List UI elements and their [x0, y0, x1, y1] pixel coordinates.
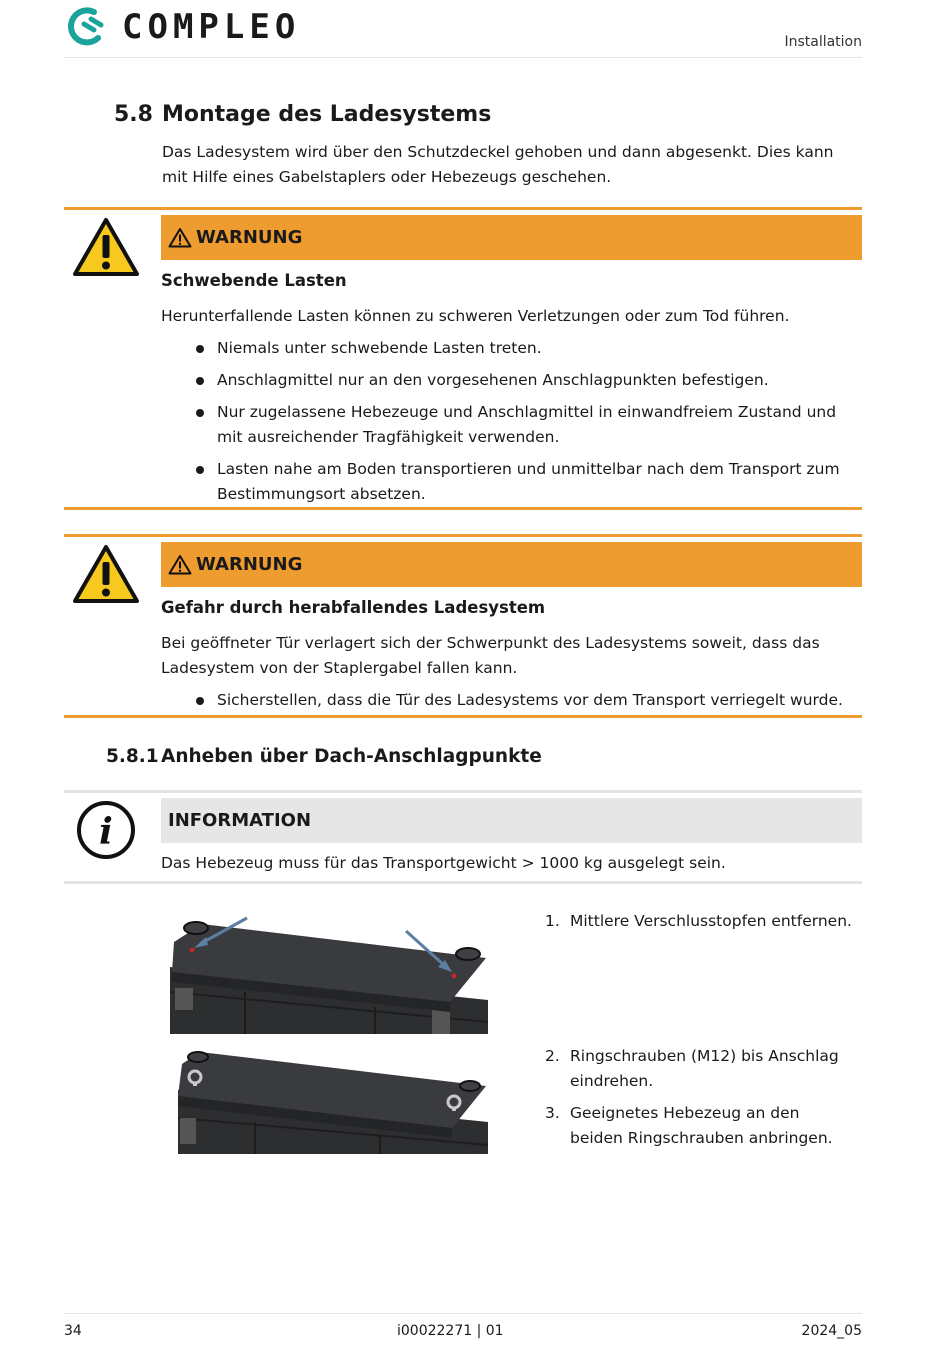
subsection-number: 5.8.1 [106, 746, 159, 767]
list-item [545, 909, 855, 934]
list-item: Nur zugelassene Hebezeuge und Anschlagmittel in einwandfreiem Zustand und mit ausreichender Tragfähigkeit verwenden. [196, 400, 846, 450]
figure-remove-plugs [170, 912, 488, 1034]
subsection-heading [106, 746, 542, 767]
section-heading [114, 102, 491, 127]
warning-list-2 [196, 688, 846, 720]
information-text: Das Hebezeug muss für das Transportgewicht > 1000 kg ausgelegt sein. [161, 854, 726, 872]
steps-list-2 [545, 1044, 855, 1158]
list-item: Sicherstellen, dass die Tür des Ladesystems vor dem Transport verriegelt wurde. [196, 688, 846, 713]
header-section-label: Installation [784, 34, 862, 50]
warning-label-2: WARNUNG [196, 554, 303, 575]
warning-title-2: Gefahr durch herabfallendes Ladesystem [161, 598, 546, 617]
warning-list-1 [196, 336, 846, 514]
svg-text:i: i [99, 811, 113, 853]
warning-small-icon [168, 227, 192, 248]
step-text: Ringschrauben (M12) bis Anschlag eindrehen. [570, 1047, 839, 1090]
section-intro: Das Ladesystem wird über den Schutzdeckel gehoben und dann abgesenkt. Dies kann mit Hilfe eines Gabelstaplers oder Hebezeugs geschehen. [162, 143, 834, 186]
warning-text-1: Herunterfallende Lasten können zu schweren Verletzungen oder zum Tod führen. [161, 307, 790, 325]
list-item [545, 1044, 855, 1094]
step-number: 1. [545, 912, 560, 930]
warning-triangle-icon [72, 217, 140, 277]
page-header [64, 0, 862, 58]
subsection-title: Anheben über Dach-Anschlagpunkte [161, 746, 542, 767]
page-footer [64, 1313, 862, 1339]
list-item: Lasten nahe am Boden transportieren und unmittelbar nach dem Transport zum Bestimmungsort absetzen. [196, 457, 846, 507]
warning-bar-1 [161, 215, 862, 260]
document-id: i00022271 | 01 [397, 1323, 504, 1339]
steps-list-1 [545, 909, 855, 941]
list-item: Niemals unter schwebende Lasten treten. [196, 336, 846, 361]
step-text: Geeignetes Hebezeug an den beiden Ringschrauben anbringen. [570, 1104, 833, 1147]
page-number: 34 [64, 1323, 82, 1339]
warning-block-1 [64, 207, 862, 510]
step-number: 2. [545, 1047, 560, 1065]
list-item [545, 1101, 855, 1151]
compleo-logo [64, 4, 300, 50]
information-label: INFORMATION [168, 810, 312, 831]
step-text: Mittlere Verschlusstopfen entfernen. [570, 912, 852, 930]
warning-title-1: Schwebende Lasten [161, 271, 347, 290]
step-number: 3. [545, 1104, 560, 1122]
information-bar [161, 798, 862, 843]
logo-wordmark: COMPLEO [122, 7, 301, 47]
warning-small-icon [168, 554, 192, 575]
document-date: 2024_05 [801, 1323, 862, 1339]
warning-block-2 [64, 534, 862, 718]
section-title: Montage des Ladesystems [162, 102, 492, 127]
figure-eye-bolts [170, 1050, 488, 1154]
warning-triangle-icon [72, 544, 140, 604]
warning-label-1: WARNUNG [196, 227, 303, 248]
information-icon [76, 800, 136, 860]
warning-bar-2 [161, 542, 862, 587]
warning-text-2: Bei geöffneter Tür verlagert sich der Schwerpunkt des Ladesystems soweit, dass das Ladesystem von der Staplergabel fallen kann. [161, 634, 820, 677]
information-block [64, 790, 862, 884]
compleo-logo-icon [64, 4, 110, 50]
list-item: Anschlagmittel nur an den vorgesehenen Anschlagpunkten befestigen. [196, 368, 846, 393]
section-number: 5.8 [114, 102, 153, 127]
